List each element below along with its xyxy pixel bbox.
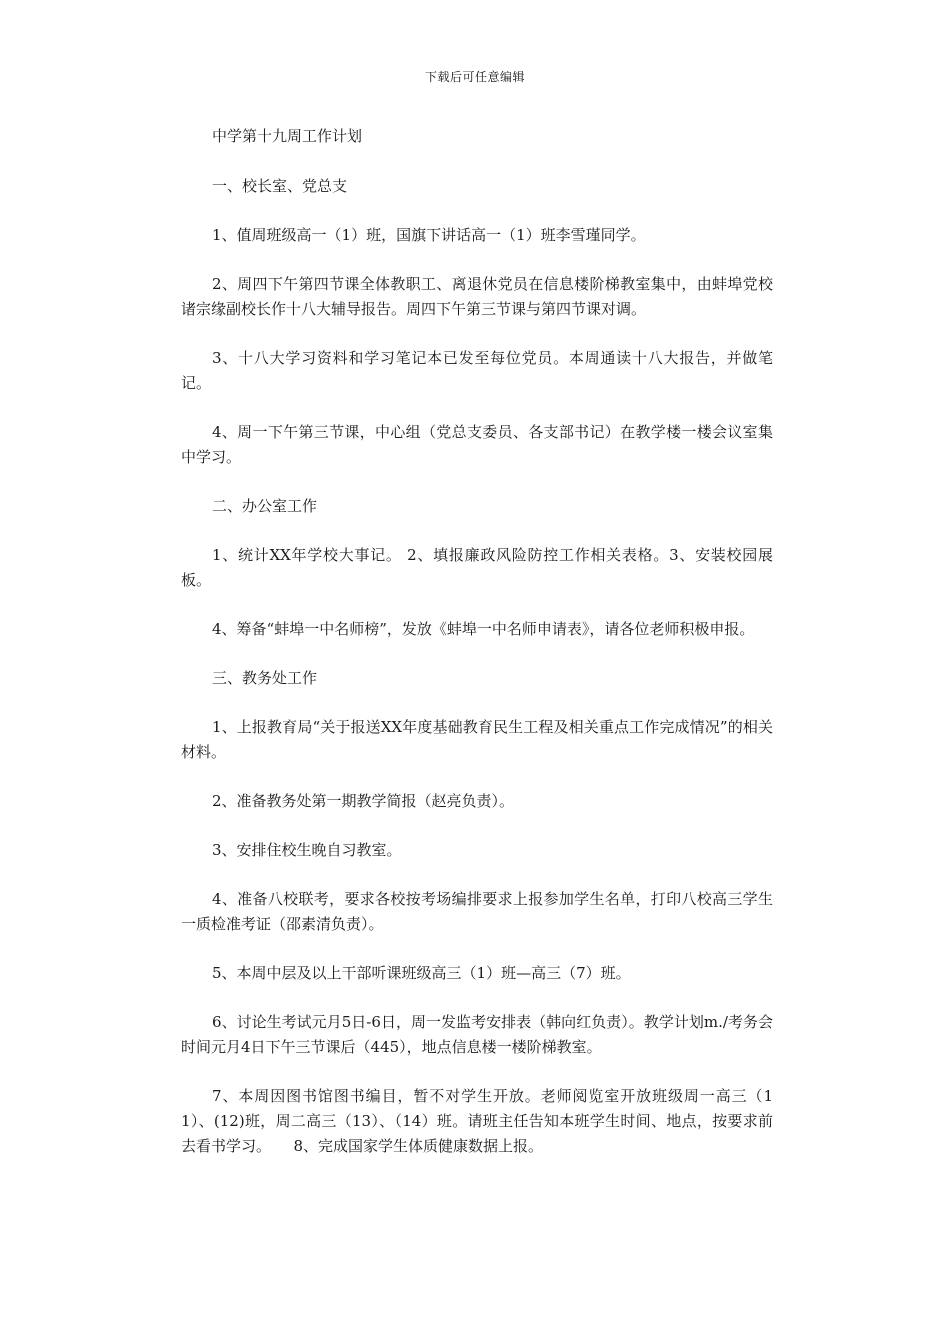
download-editable-note: 下载后可任意编辑 xyxy=(424,70,525,84)
section-heading-academic-affairs: 三、教务处工作 xyxy=(212,669,318,687)
paragraph-item: 4、周一下午第三节课，中心组（党总支委员、各支部书记）在教学楼一楼会议室集中学习。 xyxy=(181,423,773,466)
paragraph-item: 2、周四下午第四节课全体教职工、离退休党员在信息楼阶梯教室集中，由蚌埠党校诸宗缘副校长作十八大辅导报告。周四下午第三节课与第四节课对调。 xyxy=(181,275,773,318)
paragraph-item: 6、讨论生考试元月5日-6日，周一发监考安排表（韩向红负责）。教学计划m./考务会时间元月4日下午三节课后（445），地点信息楼一楼阶梯教室。 xyxy=(181,1013,773,1056)
paragraph-item: 1、统计XX年学校大事记。 2、填报廉政风险防控工作相关表格。3、安装校园展板。 xyxy=(181,546,773,589)
paragraph-item: 5、本周中层及以上干部听课班级高三（1）班—高三（7）班。 xyxy=(212,964,631,982)
section-heading-office-work: 二、办公室工作 xyxy=(212,497,318,515)
document-body xyxy=(181,124,773,1183)
paragraph-item: 1、值周班级高一（1）班，国旗下讲话高一（1）班李雪瑾同学。 xyxy=(212,226,646,244)
paragraph-item: 3、安排住校生晚自习教室。 xyxy=(212,841,402,859)
paragraph-item: 4、筹备“蚌埠一中名师榜”，发放《蚌埠一中名师申请表》，请各位老师积极申报。 xyxy=(212,620,755,638)
paragraph-item: 3、十八大学习资料和学习笔记本已发至每位党员。本周通读十八大报告，并做笔记。 xyxy=(181,349,773,392)
paragraph-item: 1、上报教育局“关于报送XX年度基础教育民生工程及相关重点工作完成情况”的相关材料。 xyxy=(181,718,773,761)
paragraph-item: 7、本周因图书馆图书编目，暂不对学生开放。老师阅览室开放班级周一高三（11）、(12)班，周二高三（13）、（14）班。请班主任告知本班学生时间、地点，按要求前去看书学习。 8、完成国家学生体质健康数据上报。 xyxy=(181,1087,773,1155)
paragraph-item: 2、准备教务处第一期教学简报（赵亮负责）。 xyxy=(212,792,515,810)
paragraph-item: 4、准备八校联考，要求各校按考场编排要求上报参加学生名单，打印八校高三学生一质检准考证（邵素清负责）。 xyxy=(181,890,773,933)
section-heading-principal-office: 一、校长室、党总支 xyxy=(212,177,348,195)
document-title: 中学第十九周工作计划 xyxy=(212,127,363,145)
